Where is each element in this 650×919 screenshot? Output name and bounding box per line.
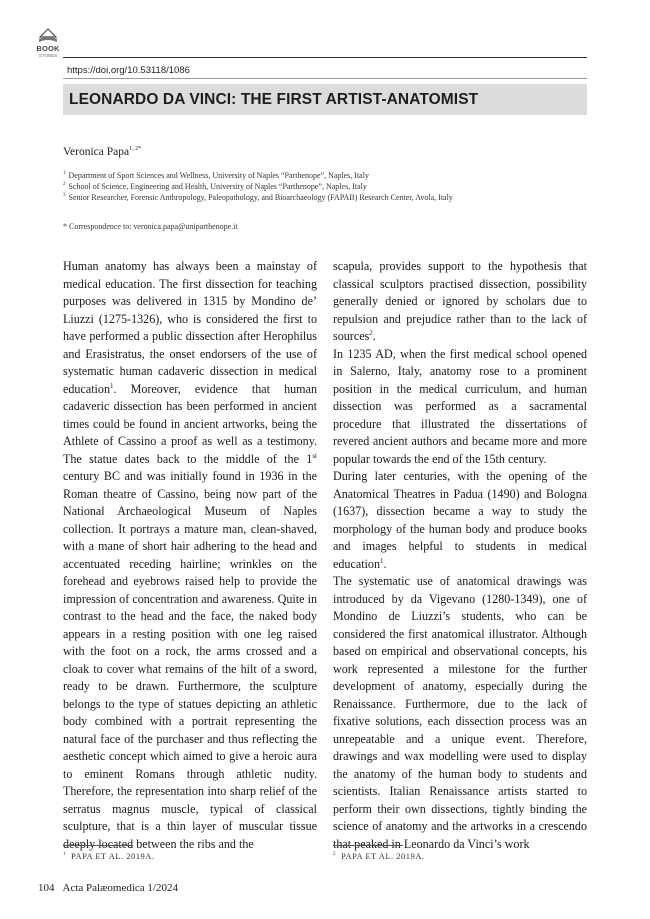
- footnote-mark: 1: [63, 852, 66, 858]
- footnote-left: [63, 851, 155, 861]
- doi-rule: [63, 78, 587, 79]
- footnote-rule-left: [63, 845, 133, 846]
- page-footer: [38, 882, 178, 894]
- body-column-right: [333, 258, 587, 853]
- footnote-right: [333, 851, 425, 861]
- logo-text-main: BOOK: [36, 44, 60, 53]
- affiliation-1: [63, 171, 369, 180]
- logo-text-sub: STONES: [38, 53, 58, 58]
- affiliation-text: Department of Sport Sciences and Wellness, University of Naples “Parthenope”, Naples, Italy: [68, 171, 369, 180]
- affiliation-mark: 1: [63, 171, 66, 177]
- citation-mark: 1: [110, 381, 114, 390]
- paragraph: During later centuries, with the opening of the Anatomical Theatres in Padua (1490) and Bologna (1637), dissection became a way to study the morphology of the human body and produce books and images helpful to students in medical education$^1$.: [333, 469, 587, 571]
- paragraph: The systematic use of anatomical drawings was introduced by da Vigevano (1280-1349), one of Mondino de Liuzzi’s students, who can be considered the first anatomical illustrator. Although based on empirical and observational concepts, his work represented a milestone for the further development of anatomy, especially during the Renaissance. Furthermore, due to the lack of fixative solutions, each dissection process was an unrepeatable and a unique event. Therefore, drawings and wax modelling were used to display the anatomy of the human body to students and scientists. Italian Renaissance artists started to perform their own dissections, tightly binding the science of anatomy and the artworks in a crescendo that peaked in Leonardo da Vinci’s work: [333, 574, 587, 851]
- header-rule: [63, 57, 587, 58]
- book-stones-logo-icon: [37, 28, 59, 44]
- body-column-left: [63, 258, 317, 853]
- publisher-logo: [33, 28, 63, 58]
- affiliation-3: [63, 193, 453, 202]
- author-marks: 1, 2*: [129, 146, 142, 153]
- journal-issue: Acta Palæomedica 1/2024: [62, 882, 178, 894]
- affiliation-2: [63, 182, 367, 191]
- article-title: LEONARDO DA VINCI: THE FIRST ARTIST-ANATOMIST: [69, 91, 479, 108]
- paragraph: scapula, provides support to the hypothesis that classical sculptors practised dissection, possibility generally denied or ignored by scholars due to repulsion and prejudice rather than to the lack of sources$^2$.: [333, 259, 587, 343]
- doi-link[interactable]: https://doi.org/10.53118/1086: [67, 65, 190, 76]
- affiliation-text: Senior Researcher, Forensic Anthropology, Paleopathology, and Bioarchaeology (FAPAB) Research Center, Avola, Italy: [68, 193, 453, 202]
- citation-mark: 2: [369, 328, 373, 337]
- page-number: 104: [38, 882, 55, 894]
- affiliation-text: School of Science, Engineering and Health, University of Naples “Parthenope”, Naples, Italy: [68, 182, 367, 191]
- affiliation-mark: 2: [63, 182, 66, 188]
- author-line: [63, 146, 141, 158]
- footnote-rule-right: [333, 845, 403, 846]
- citation-mark: 1: [380, 556, 384, 565]
- paragraph: Human anatomy has always been a mainstay of medical education. The first dissection for teaching purposes was delivered in 1315 by Mondino de’ Liuzzi (1275-1326), who is considered the first to have performed a public dissection after Herophilus and Erasistratus, the onset endorsers of the use of systematic human cadaveric dissection in medical education$^1$. Moreover, evidence that human cadaveric dissection has been performed in ancient times could be found in ancient artworks, being the Athlete of Cassino a proof as well as a testimony. The statue dates back to the middle of the 1st century BC and was initially found in 1936 in the Roman theatre of Cassino, being now part of the National Archaeological Museum of Naples collection. It portrays a mature man, clean-shaved, with a mane of short hair adhering to the head and accentuated receding hairline; wrinkles on the forehead and eyebrows raised help to provide the impression of concentration and awareness. Quite in contrast to the head and the face, the naked body appears in a resting position with one leg raised with the foot on a rock, the arms crossed and a cloak to cover what remains of the hilt of a sword, ready to be drawn. Furthermore, the sculpture belongs to the type of statues depicting an athletic body combined with a portrait representing the natural face of the purchaser and thus reflecting the aesthetic concept which aimed to give a heroic aura to eminent Romans through athletic nudity. Therefore, the representation into sharp relief of the serratus magnus muscle, typical of classical sculpture, that is a thin layer of muscular tissue deeply located between the ribs and the: [63, 259, 317, 851]
- title-band: [63, 84, 587, 115]
- footnote-text: PAPA ET AL. 2019A.: [341, 851, 425, 861]
- affiliation-mark: 3: [63, 193, 66, 199]
- author-name: Veronica Papa: [63, 146, 130, 158]
- paragraph: In 1235 AD, when the first medical school opened in Salerno, Italy, anatomy rose to a prominent position in the medical curriculum, and human dissection was performed as a sacramental procedure that illustrated the dissertations of revered ancient authors and became more and more popular towards the end of the 15th century.: [333, 346, 587, 466]
- footnote-mark: 2: [333, 852, 336, 858]
- footnote-text: PAPA ET AL. 2019A.: [71, 851, 155, 861]
- correspondence: * Correspondence to: veronica.papa@uniparthenope.it: [63, 222, 238, 231]
- ordinal-suffix: st: [312, 451, 317, 460]
